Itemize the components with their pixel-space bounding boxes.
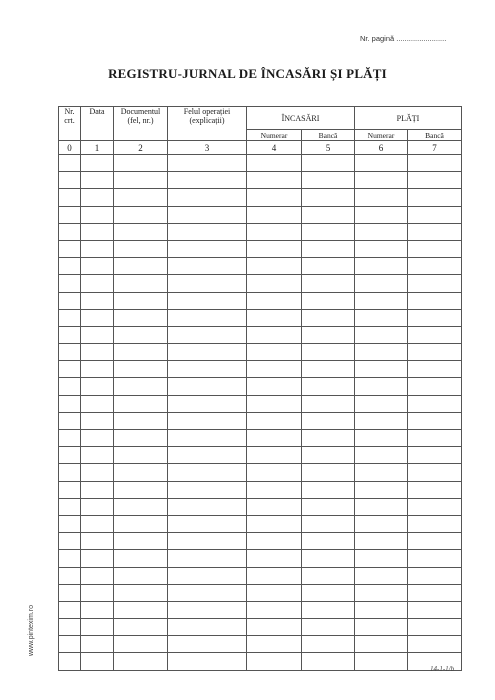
table-cell[interactable]: [81, 258, 114, 275]
column-number: 4: [247, 141, 302, 155]
table-cell[interactable]: [408, 395, 462, 412]
table-cell[interactable]: [114, 223, 168, 240]
table-cell[interactable]: [81, 464, 114, 481]
table-cell[interactable]: [59, 412, 81, 429]
table-cell[interactable]: [302, 601, 355, 618]
table-cell[interactable]: [59, 515, 81, 532]
table-row: [59, 550, 462, 567]
table-cell[interactable]: [355, 584, 408, 601]
table-cell[interactable]: [302, 344, 355, 361]
table-cell[interactable]: [59, 292, 81, 309]
table-cell[interactable]: [408, 361, 462, 378]
table-cell[interactable]: [114, 601, 168, 618]
table-row: [59, 619, 462, 636]
header-documentul: Documentul (fel, nr.): [114, 107, 168, 141]
table-cell[interactable]: [81, 206, 114, 223]
table-row: [59, 258, 462, 275]
table-cell[interactable]: [247, 309, 302, 326]
table-cell[interactable]: [114, 533, 168, 550]
table-cell[interactable]: [408, 223, 462, 240]
table-cell[interactable]: [59, 223, 81, 240]
table-cell[interactable]: [114, 464, 168, 481]
table-cell[interactable]: [168, 206, 247, 223]
table-cell[interactable]: [114, 172, 168, 189]
table-cell[interactable]: [355, 601, 408, 618]
table-cell[interactable]: [247, 189, 302, 206]
table-cell[interactable]: [81, 395, 114, 412]
table-cell[interactable]: [302, 395, 355, 412]
table-cell[interactable]: [114, 653, 168, 670]
table-cell[interactable]: [355, 344, 408, 361]
table-cell[interactable]: [114, 481, 168, 498]
table-cell[interactable]: [81, 584, 114, 601]
table-row: [59, 636, 462, 653]
table-cell[interactable]: [247, 155, 302, 172]
table-cell[interactable]: [247, 275, 302, 292]
table-cell[interactable]: [114, 258, 168, 275]
table-cell[interactable]: [247, 550, 302, 567]
table-cell[interactable]: [81, 309, 114, 326]
table-cell[interactable]: [302, 189, 355, 206]
table-cell[interactable]: [59, 258, 81, 275]
column-number: 0: [59, 141, 81, 155]
table-row: [59, 240, 462, 257]
table-cell[interactable]: [355, 619, 408, 636]
table-cell[interactable]: [59, 498, 81, 515]
table-cell[interactable]: [355, 636, 408, 653]
table-cell[interactable]: [114, 550, 168, 567]
header-data: Data: [81, 107, 114, 141]
table-cell[interactable]: [408, 464, 462, 481]
table-cell[interactable]: [247, 584, 302, 601]
table-cell[interactable]: [59, 481, 81, 498]
table-cell[interactable]: [59, 533, 81, 550]
table-cell[interactable]: [355, 309, 408, 326]
table-row: [59, 292, 462, 309]
table-cell[interactable]: [355, 258, 408, 275]
table-cell[interactable]: [302, 412, 355, 429]
table-cell[interactable]: [59, 361, 81, 378]
table-cell[interactable]: [247, 258, 302, 275]
table-cell[interactable]: [302, 378, 355, 395]
table-cell[interactable]: [81, 172, 114, 189]
table-cell[interactable]: [168, 550, 247, 567]
table-cell[interactable]: [81, 189, 114, 206]
table-cell[interactable]: [247, 653, 302, 670]
table-cell[interactable]: [247, 481, 302, 498]
table-cell[interactable]: [168, 395, 247, 412]
table-cell[interactable]: [247, 533, 302, 550]
table-cell[interactable]: [302, 498, 355, 515]
table-cell[interactable]: [302, 155, 355, 172]
table-cell[interactable]: [247, 223, 302, 240]
table-cell[interactable]: [355, 464, 408, 481]
table-cell[interactable]: [302, 653, 355, 670]
table-cell[interactable]: [302, 309, 355, 326]
column-number: 3: [168, 141, 247, 155]
table-cell[interactable]: [355, 378, 408, 395]
table-cell[interactable]: [168, 189, 247, 206]
table-cell[interactable]: [81, 430, 114, 447]
table-cell[interactable]: [168, 584, 247, 601]
table-cell[interactable]: [168, 309, 247, 326]
table-cell[interactable]: [168, 533, 247, 550]
table-cell[interactable]: [81, 447, 114, 464]
table-cell[interactable]: [168, 326, 247, 343]
table-cell[interactable]: [247, 464, 302, 481]
table-cell[interactable]: [302, 172, 355, 189]
header-nr-crt: Nr. crt.: [59, 107, 81, 141]
table-cell[interactable]: [302, 584, 355, 601]
table-cell[interactable]: [355, 275, 408, 292]
table-cell[interactable]: [168, 601, 247, 618]
table-row: [59, 584, 462, 601]
table-cell[interactable]: [59, 584, 81, 601]
table-cell[interactable]: [302, 636, 355, 653]
table-cell[interactable]: [114, 447, 168, 464]
table-cell[interactable]: [355, 430, 408, 447]
column-number: 6: [355, 141, 408, 155]
table-row: [59, 481, 462, 498]
table-cell[interactable]: [114, 619, 168, 636]
website-label: www.pintexim.ro: [28, 605, 35, 656]
header-plati: PLĂȚI: [355, 107, 462, 130]
table-cell[interactable]: [302, 481, 355, 498]
table-cell[interactable]: [408, 172, 462, 189]
table-cell[interactable]: [355, 240, 408, 257]
table-cell[interactable]: [247, 344, 302, 361]
table-row: [59, 498, 462, 515]
table-cell[interactable]: [247, 430, 302, 447]
table-cell[interactable]: [247, 515, 302, 532]
table-cell[interactable]: [302, 550, 355, 567]
table-cell[interactable]: [302, 515, 355, 532]
table-cell[interactable]: [408, 481, 462, 498]
table-cell[interactable]: [355, 412, 408, 429]
table-cell[interactable]: [59, 309, 81, 326]
table-cell[interactable]: [81, 498, 114, 515]
table-cell[interactable]: [302, 258, 355, 275]
table-cell[interactable]: [355, 481, 408, 498]
table-row: [59, 309, 462, 326]
column-number: 5: [302, 141, 355, 155]
table-cell[interactable]: [114, 412, 168, 429]
table-cell[interactable]: [59, 344, 81, 361]
table-cell[interactable]: [247, 378, 302, 395]
table-cell[interactable]: [408, 189, 462, 206]
table-cell[interactable]: [408, 430, 462, 447]
table-cell[interactable]: [59, 240, 81, 257]
table-cell[interactable]: [81, 601, 114, 618]
table-cell[interactable]: [247, 326, 302, 343]
header-plati-banca: Bancă: [408, 130, 462, 141]
table-cell[interactable]: [168, 653, 247, 670]
table-cell[interactable]: [168, 292, 247, 309]
table-cell[interactable]: [168, 464, 247, 481]
table-cell[interactable]: [302, 619, 355, 636]
table-cell[interactable]: [247, 172, 302, 189]
table-cell[interactable]: [302, 240, 355, 257]
header-felul-operatiei: Felul operației (explicații): [168, 107, 247, 141]
table-cell[interactable]: [168, 412, 247, 429]
table-cell[interactable]: [81, 378, 114, 395]
table-cell[interactable]: [81, 292, 114, 309]
table-cell[interactable]: [355, 223, 408, 240]
table-cell[interactable]: [168, 378, 247, 395]
table-cell[interactable]: [114, 326, 168, 343]
table-cell[interactable]: [59, 275, 81, 292]
table-cell[interactable]: [81, 326, 114, 343]
table-cell[interactable]: [302, 223, 355, 240]
table-cell[interactable]: [302, 326, 355, 343]
table-cell[interactable]: [355, 395, 408, 412]
table-row: [59, 412, 462, 429]
table-cell[interactable]: [355, 326, 408, 343]
table-cell[interactable]: [247, 619, 302, 636]
table-cell[interactable]: [408, 550, 462, 567]
table-cell[interactable]: [408, 155, 462, 172]
table-cell[interactable]: [114, 498, 168, 515]
table-cell[interactable]: [114, 206, 168, 223]
table-cell[interactable]: [408, 326, 462, 343]
table-cell[interactable]: [247, 447, 302, 464]
table-cell[interactable]: [408, 515, 462, 532]
table-row: [59, 378, 462, 395]
table-cell[interactable]: [114, 395, 168, 412]
table-cell[interactable]: [408, 275, 462, 292]
table-row: [59, 206, 462, 223]
table-cell[interactable]: [114, 584, 168, 601]
header-plati-numerar: Numerar: [355, 130, 408, 141]
table-cell[interactable]: [59, 206, 81, 223]
table-cell[interactable]: [168, 636, 247, 653]
table-row: [59, 567, 462, 584]
table-cell[interactable]: [114, 292, 168, 309]
table-row: [59, 515, 462, 532]
table-row: [59, 172, 462, 189]
table-cell[interactable]: [247, 567, 302, 584]
header-incasari-banca: Bancă: [302, 130, 355, 141]
table-cell[interactable]: [59, 619, 81, 636]
table-cell[interactable]: [59, 653, 81, 670]
table-row: [59, 447, 462, 464]
table-cell[interactable]: [59, 395, 81, 412]
table-cell[interactable]: [168, 361, 247, 378]
table-cell[interactable]: [247, 292, 302, 309]
column-number-row: [59, 141, 462, 155]
table-row: [59, 189, 462, 206]
table-row: [59, 653, 462, 670]
table-cell[interactable]: [81, 344, 114, 361]
table-cell[interactable]: [247, 601, 302, 618]
table-cell[interactable]: [168, 155, 247, 172]
table-cell[interactable]: [114, 567, 168, 584]
page-number-label: Nr. pagină ........................: [360, 34, 447, 43]
table-cell[interactable]: [302, 533, 355, 550]
table-cell[interactable]: [247, 395, 302, 412]
table-cell[interactable]: [114, 344, 168, 361]
table-cell[interactable]: [408, 344, 462, 361]
table-row: [59, 533, 462, 550]
table-cell[interactable]: [81, 275, 114, 292]
table-cell[interactable]: [59, 447, 81, 464]
table-row: [59, 361, 462, 378]
table-cell[interactable]: [247, 636, 302, 653]
table-cell[interactable]: [408, 498, 462, 515]
table-cell[interactable]: [168, 344, 247, 361]
table-cell[interactable]: [168, 240, 247, 257]
table-cell[interactable]: [408, 258, 462, 275]
table-cell[interactable]: [59, 550, 81, 567]
table-cell[interactable]: [355, 189, 408, 206]
table-cell[interactable]: [59, 567, 81, 584]
table-cell[interactable]: [81, 412, 114, 429]
table-cell[interactable]: [168, 481, 247, 498]
table-cell[interactable]: [59, 172, 81, 189]
table-cell[interactable]: [408, 240, 462, 257]
table-row: [59, 223, 462, 240]
table-cell[interactable]: [355, 498, 408, 515]
table-cell[interactable]: [81, 567, 114, 584]
table-cell[interactable]: [408, 533, 462, 550]
table-cell[interactable]: [408, 378, 462, 395]
table-cell[interactable]: [302, 567, 355, 584]
table-cell[interactable]: [168, 430, 247, 447]
table-cell[interactable]: [59, 601, 81, 618]
table-cell[interactable]: [168, 567, 247, 584]
table-cell[interactable]: [81, 619, 114, 636]
table-cell[interactable]: [114, 189, 168, 206]
table-cell[interactable]: [355, 206, 408, 223]
register-table: [58, 106, 462, 671]
table-cell[interactable]: [114, 636, 168, 653]
page-title: REGISTRU-JURNAL DE ÎNCASĂRI ȘI PLĂȚI: [108, 66, 387, 81]
table-cell[interactable]: [408, 292, 462, 309]
table-cell[interactable]: [114, 309, 168, 326]
table-cell[interactable]: [59, 189, 81, 206]
table-cell[interactable]: [247, 412, 302, 429]
table-cell[interactable]: [247, 240, 302, 257]
table-cell[interactable]: [168, 498, 247, 515]
table-cell[interactable]: [168, 223, 247, 240]
table-cell[interactable]: [355, 447, 408, 464]
table-cell[interactable]: [81, 550, 114, 567]
table-cell[interactable]: [355, 533, 408, 550]
table-cell[interactable]: [81, 223, 114, 240]
table-cell[interactable]: [59, 464, 81, 481]
table-cell[interactable]: [114, 240, 168, 257]
table-cell[interactable]: [408, 636, 462, 653]
table-cell[interactable]: [81, 636, 114, 653]
table-row: [59, 601, 462, 618]
table-cell[interactable]: [59, 378, 81, 395]
table-cell[interactable]: [302, 447, 355, 464]
table-row: [59, 326, 462, 343]
table-cell[interactable]: [114, 155, 168, 172]
column-number: 2: [114, 141, 168, 155]
table-cell[interactable]: [81, 240, 114, 257]
table-cell[interactable]: [408, 412, 462, 429]
table-cell[interactable]: [168, 275, 247, 292]
register-body: [59, 155, 462, 671]
table-cell[interactable]: [168, 619, 247, 636]
table-cell[interactable]: [355, 550, 408, 567]
table-cell[interactable]: [81, 515, 114, 532]
table-cell[interactable]: [114, 430, 168, 447]
table-cell[interactable]: [114, 515, 168, 532]
table-row: [59, 275, 462, 292]
table-cell[interactable]: [355, 172, 408, 189]
table-cell[interactable]: [59, 430, 81, 447]
table-cell[interactable]: [355, 155, 408, 172]
table-cell[interactable]: [408, 567, 462, 584]
table-cell[interactable]: [114, 275, 168, 292]
table-row: [59, 430, 462, 447]
header-incasari-numerar: Numerar: [247, 130, 302, 141]
table-cell[interactable]: [408, 309, 462, 326]
table-cell[interactable]: [59, 326, 81, 343]
table-cell[interactable]: [59, 636, 81, 653]
table-cell[interactable]: [355, 567, 408, 584]
table-row: [59, 395, 462, 412]
table-cell[interactable]: [247, 361, 302, 378]
table-cell[interactable]: [168, 172, 247, 189]
table-cell[interactable]: [408, 206, 462, 223]
table-cell[interactable]: [302, 206, 355, 223]
table-cell[interactable]: [355, 515, 408, 532]
table-cell[interactable]: [302, 361, 355, 378]
table-cell[interactable]: [168, 515, 247, 532]
table-row: [59, 464, 462, 481]
table-cell[interactable]: [168, 447, 247, 464]
table-cell[interactable]: [81, 481, 114, 498]
table-cell[interactable]: [355, 361, 408, 378]
table-cell[interactable]: [114, 378, 168, 395]
table-cell[interactable]: [408, 447, 462, 464]
table-cell[interactable]: [81, 361, 114, 378]
table-cell[interactable]: [408, 601, 462, 618]
table-cell[interactable]: [81, 653, 114, 670]
table-cell[interactable]: [114, 361, 168, 378]
table-cell[interactable]: [168, 258, 247, 275]
table-cell[interactable]: [302, 430, 355, 447]
table-cell[interactable]: [408, 584, 462, 601]
header-incasari: ÎNCASĂRI: [247, 107, 355, 130]
table-cell[interactable]: [302, 464, 355, 481]
table-cell[interactable]: [408, 619, 462, 636]
table-cell[interactable]: [355, 653, 408, 670]
table-cell[interactable]: [247, 206, 302, 223]
table-cell[interactable]: [302, 292, 355, 309]
table-cell[interactable]: [81, 533, 114, 550]
form-code: 14-1-1/b: [430, 665, 455, 673]
column-number: 1: [81, 141, 114, 155]
table-cell[interactable]: [59, 155, 81, 172]
table-cell[interactable]: [81, 155, 114, 172]
table-cell[interactable]: [247, 498, 302, 515]
table-row: [59, 155, 462, 172]
table-cell[interactable]: [302, 275, 355, 292]
table-cell[interactable]: [355, 292, 408, 309]
table-row: [59, 344, 462, 361]
column-number: 7: [408, 141, 462, 155]
